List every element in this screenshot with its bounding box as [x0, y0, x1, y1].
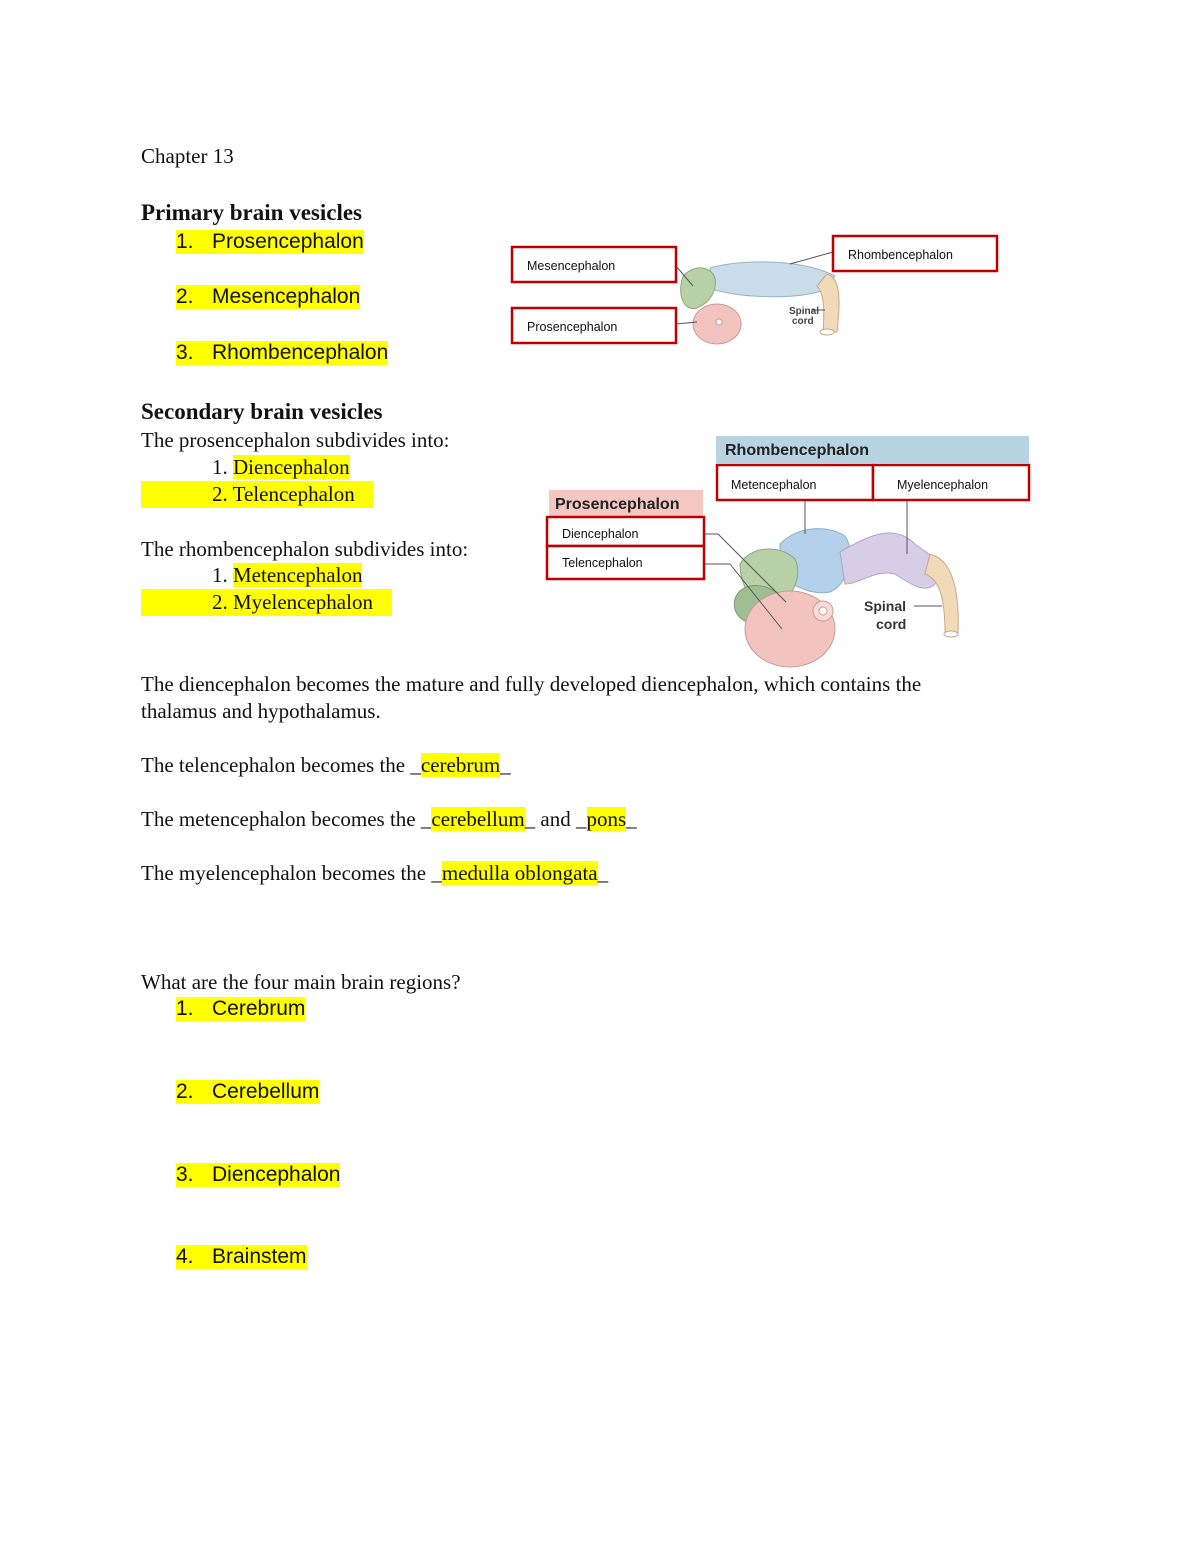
rhombencephalon-leader — [790, 252, 833, 264]
spinal-cord-shape — [817, 274, 839, 332]
optic-cup-center — [819, 607, 827, 615]
spinal-label-1: Spinal — [864, 598, 907, 614]
rhomben-item-2: 2. Myelencephalon — [212, 590, 373, 614]
primary-item-3: 3. Rhombencephalon — [176, 341, 389, 364]
rhombencephalon-shape — [710, 262, 835, 297]
meten-sentence: The metencephalon becomes the _cerebellum_ and _pons_ — [141, 807, 637, 831]
prosen-item-1: 1. Diencephalon — [212, 455, 350, 479]
diencephalon-label: Diencephalon — [562, 527, 639, 541]
primary-vesicles-figure — [505, 228, 1005, 378]
secondary-heading: Secondary brain vesicles — [141, 399, 383, 424]
dien-paragraph-line2: thalamus and hypothalamus. — [141, 699, 381, 723]
spinal-label-1: Spinal — [789, 306, 820, 317]
prosencephalon-header: Prosencephalon — [555, 496, 680, 513]
prosen-intro: The prosencephalon subdivides into: — [141, 428, 450, 452]
spinal-cord-end — [820, 329, 834, 335]
prosencephalon-label: Prosencephalon — [527, 320, 618, 334]
mesencephalon-label: Mesencephalon — [527, 259, 616, 273]
rhombencephalon-header: Rhombencephalon — [725, 442, 870, 459]
chapter-title: Chapter 13 — [141, 144, 234, 168]
rhomben-item-1: 1. Metencephalon — [212, 563, 363, 587]
telencephalon-label: Telencephalon — [562, 556, 643, 570]
primary-heading: Primary brain vesicles — [141, 200, 363, 225]
primary-item-2: 2. Mesencephalon — [176, 285, 361, 308]
rhomben-intro: The rhombencephalon subdivides into: — [141, 537, 469, 561]
dien-paragraph-line1: The diencephalon becomes the mature and fully developed diencephalon, which contains the — [141, 672, 922, 696]
region-item-3: 3. Diencephalon — [176, 1163, 341, 1186]
region-item-1: 1. Cerebrum — [176, 997, 306, 1020]
spinal-label-2: cord — [792, 316, 814, 327]
myelen-sentence: The myelencephalon becomes the _medulla oblongata_ — [141, 861, 609, 885]
metencephalon-label: Metencephalon — [731, 478, 817, 492]
optic-vesicle — [716, 319, 722, 325]
spinal-cord-end — [944, 631, 958, 637]
spinal-cord-shape — [925, 554, 958, 634]
primary-item-1: 1. Prosencephalon — [176, 230, 364, 253]
spinal-label-2: cord — [876, 616, 907, 632]
rhombencephalon-label: Rhombencephalon — [848, 248, 953, 262]
secondary-vesicles-figure — [540, 434, 1035, 670]
myelencephalon-shape — [840, 533, 938, 588]
telen-sentence: The telencephalon becomes the _cerebrum_ — [141, 753, 511, 777]
mesencephalon-shape — [681, 268, 716, 309]
prosen-item-2: 2. Telencephalon — [212, 482, 355, 506]
region-item-2: 2. Cerebellum — [176, 1080, 320, 1103]
region-item-4: 4. Brainstem — [176, 1245, 307, 1268]
regions-question: What are the four main brain regions? — [141, 970, 461, 994]
myelencephalon-label: Myelencephalon — [897, 478, 989, 492]
